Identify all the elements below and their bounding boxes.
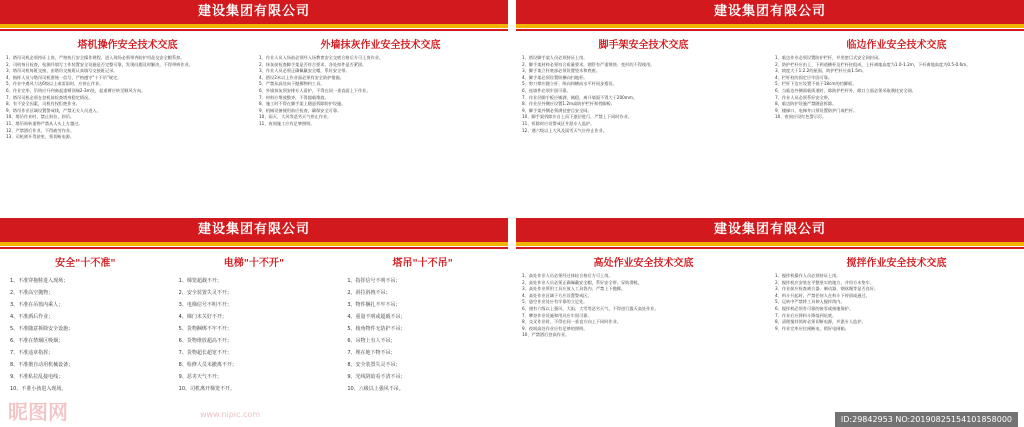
section-body: 1、塔吊司机必须持证上岗，严格执行安全操作规程，进入现场必须带齐防护用品及安全帽系扣。 2、司机每日检查，检测并填写工作装置安全设施是否完整可靠，发现问题及时解决，不得带病作业。 3、塔吊司机每班交接，由塔吊交接班认真填写交接班记录。 4、指挥人员与塔吊司机要统一信号，严格遵守"十不吊"规定。 5、作业中遇风力达6级以上或雷雨时，应停止作业。 6、作业完毕，吊钩应升到离起重臂顶端2-3m处，起重臂应转至顺风方向。 7、塔吊司机必须在登机前检查塔身稳定情况。 8、有不安全因素，司机有权拒绝作业。 9、塔吊作业区域设置警戒线，严禁无关人员进入。 10、塔吊作业时，禁止斜拉、斜吊。 11、塔吊周转重物严禁从人头上方越过。 12、严禁酒后作业，不得疲劳作业。 13、司机离开驾驶室，须切断电源。 [6, 55, 193, 140]
company-header: 建设集团有限公司 [0, 218, 508, 242]
board-panel-4 [516, 218, 1024, 427]
edge-work-section [775, 36, 1018, 205]
company-header: 建设集团有限公司 [516, 218, 1024, 242]
section-title: 塔机操作安全技术交底 [77, 40, 178, 51]
section-body: 1、作业人员入场前必须经入场教育安全交底合格后方可上岗作业。 2、抹灰前检查脚手架是否符合要求，各处扣件是否紧固。 3、作业人员必须正确佩戴安全帽，系好安全带。 4、搭设2米以上作业面必须有安全防护措施。 5、严禁从高处向下抛掷物料工具。 6、外墙抹灰须安排专人看护，不得在同一垂直面上下作业。 7、材料应堆放整齐，不得超载堆放。 8、施工时不得在脚手架上随意拆除防护设施。 9、机械设备使用前应检查，确保安全可靠。 10、雨天、大风等恶劣天气停止作业。 11、夜间施工应有足够照明。 [259, 55, 384, 126]
yellow-band [516, 24, 1024, 28]
section-title: 塔吊"十不吊" [392, 258, 453, 269]
section-title: 安全"十不准" [55, 258, 116, 269]
section-title: 临边作业安全技术交底 [846, 40, 947, 51]
yellow-band [0, 242, 508, 246]
red-band [516, 29, 1024, 31]
section-body: 1、高处作业人员必须经过体检合格后方可上岗。 2、高处作业人员必须正确佩戴安全帽，系好安全带，穿防滑鞋。 3、高处作业所用工具应放入工具袋内，严禁上下抛掷。 4、高处作业区域下方应设置警戒区。 5、悬空作业处应有牢靠的立足处。 6、遇有六级以上强风、大雨、大雪等恶劣天气，不得进行露天高处作业。 7、攀登作业设施和用具应牢固可靠。 8、交叉作业时，不得在同一垂直方向上下同时作业。 9、夜间高处作业应有足够的照明。 10、严禁酒后登高作业。 [522, 273, 659, 338]
company-header: 建设集团有限公司 [0, 0, 508, 24]
section-body: 1、搭设脚手架人员必须持证上岗。 2、脚手架材料必须符合质量要求，钢管有严重锈蚀、变形的不得使用。 3、脚手架立杆底部必须设置垫木和底座。 4、脚手架必须设置纵横向扫地杆。 5、剪刀撑应随立杆、纵向和横向水平杆同步搭设。 6、连墙件必须牢固可靠。 7、作业层脚手板应铺满、铺稳，离开墙面不得大于200mm。 8、作业层外侧应设置1.2m高防护栏杆和挡脚板。 9、脚手架外侧必须满挂密目安全网。 10、脚手架拆除应自上而下逐层进行，严禁上下同时作业。 11、拆除时应设警戒区并派专人监护。 12、遇六级以上大风及雨雪天气应停止作业。 [522, 55, 655, 133]
mixing-work-section [775, 254, 1018, 423]
section-title: 搅拌作业安全技术交底 [846, 258, 947, 269]
image-id-bar: ID:29842953 NO:20190825154101858000 [835, 412, 1018, 427]
yellow-band [516, 242, 1024, 246]
section-list: 1、不准穿拖鞋进入现场； 2、不准高空抛物； 3、不准在吊篮内乘人； 4、不准酒后作业； 5、不准随意拆除安全设施； 6、不准在禁烟区吸烟； 7、不准违章指挥； 8、不准擅自动用机械设备； 9、不准私拉乱接电线； 10、不准小孩进入现场。 [10, 278, 74, 392]
section-body: 1、搅拌机操作人员必须持证上岗。 2、搅拌机应安装在平整坚实的地方，并用方木垫牢。 3、作业前应检查离合器、制动器、钢丝绳等是否良好。 4、料斗升起时，严禁任何人在料斗下停留或通过。 5、运转中严禁将工具伸入搅拌筒内。 6、搅拌机必须有可靠的接零或接地保护。 7、作业后应将料斗降落到坑底。 8、清理搅拌筒时必须切断电源，并派专人监护。 9、作业完毕应拉闸断电，锁好电闸箱。 [775, 273, 879, 331]
height-work-section [522, 254, 765, 423]
board-panel-1 [0, 0, 508, 209]
yellow-band [0, 24, 508, 28]
crane-rules-section [343, 254, 502, 423]
section-title: 外墙抹灰作业安全技术交底 [320, 40, 441, 51]
red-band [0, 29, 508, 31]
red-band [516, 247, 1024, 249]
section-title: 脚手架安全技术交底 [598, 40, 689, 51]
board-panel-2 [516, 0, 1024, 209]
red-band [0, 247, 508, 249]
elevator-rules-section [175, 254, 334, 423]
exterior-plaster-section [259, 36, 502, 205]
watermark-logo: 昵图网 [8, 400, 68, 424]
section-list: 1、指挥信号不明不吊； 2、斜拉斜拽不吊； 3、物件捆扎不牢不吊； 4、重量不明或超载不吊； 5、棱角物件无防护不吊； 6、吊物上有人不吊； 7、埋在地下物不吊； 8、安全装置失灵不吊； 9、光线阴暗看不清不吊； 10、六级以上强风不吊。 [347, 278, 406, 392]
section-list: 1、梯笼超载不开； 2、安全装置失灵不开； 3、电梯信号不明不开； 4、梯门未关好不开； 5、货物捆绑不牢不开； 6、货物堆放超高不开； 7、货物超长超宽不开； 8、检修人员未撤离不开； 9、恶劣天气不开； 10、司机离开梯笼不开。 [178, 278, 237, 392]
scaffold-section [522, 36, 765, 205]
board-panel-3 [0, 218, 508, 427]
section-title: 高处作业安全技术交底 [593, 258, 694, 269]
section-body: 1、临边作业必须设置防护栏杆，并用密目式安全网封闭。 2、防护栏杆应由上、下两道横杆及栏杆柱组成，上杆离地高度为1.0-1.2m，下杆离地高度为0.5-0.6m。 3、坡度大于1:2.2的屋面，防护栏杆应高1.5m。 4、栏杆柱的固定应牢固可靠。 5、栏杆下边应设置不低于18cm的挡脚板。 6、当临边外侧面临街道时，除防护栏杆外，敞口立面必须采取满挂安全网。 7、作业人员必须系好安全带。 8、临边防护设施严禁随意拆除。 9、楼梯口、电梯井口须设置防护门或栏杆。 10、夜间应设红色警示灯。 [775, 55, 971, 120]
company-header: 建设集团有限公司 [516, 0, 1024, 24]
watermark-site: www.nipic.com [200, 410, 261, 419]
tower-crane-section [6, 36, 249, 205]
section-title: 电梯"十不开" [223, 258, 285, 269]
